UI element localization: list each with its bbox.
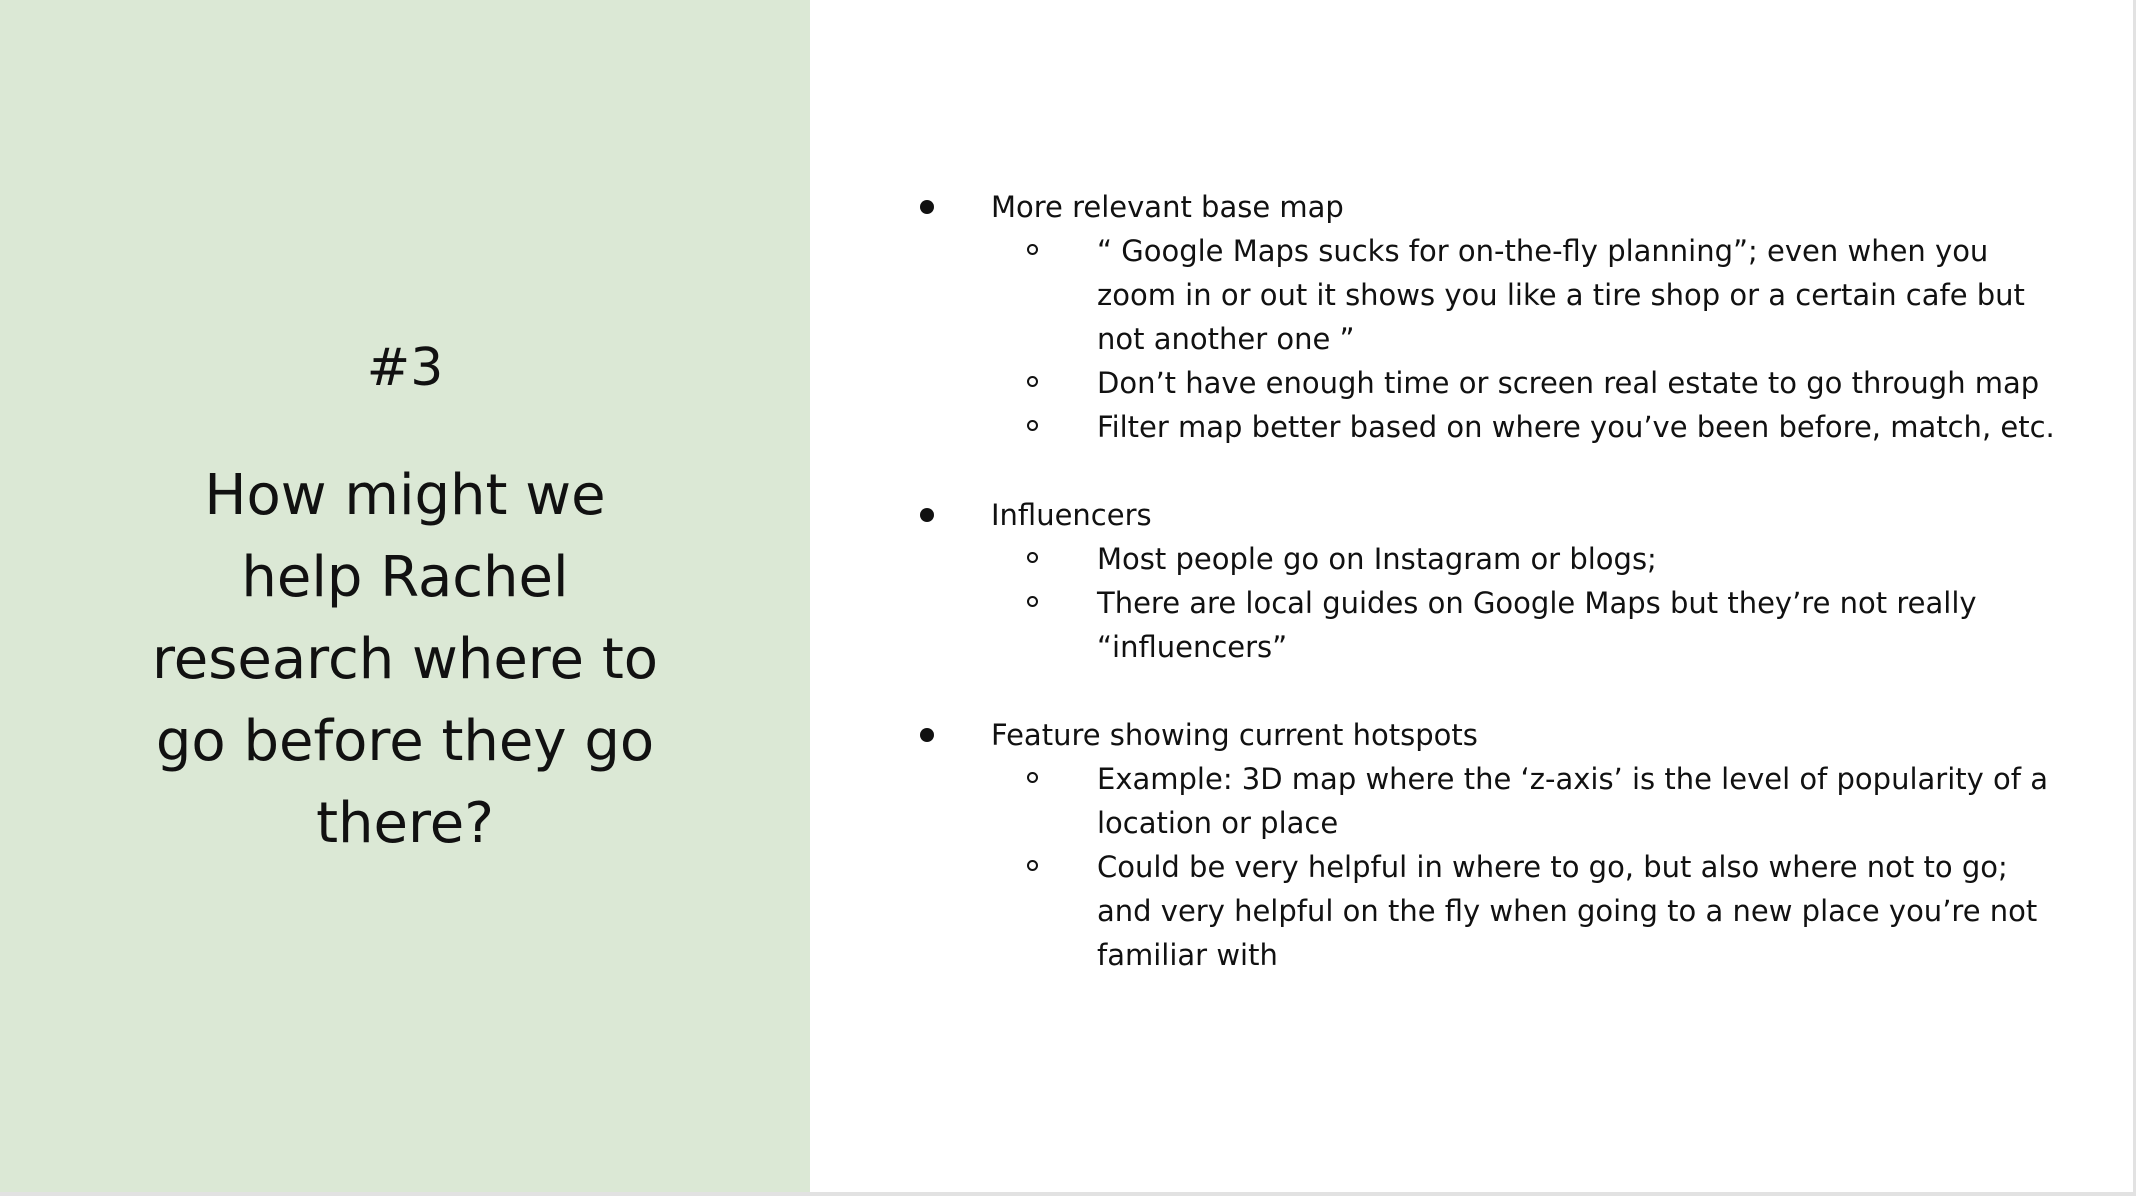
sub-bullet-item bbox=[900, 581, 2060, 669]
bullet-circle-icon bbox=[1027, 244, 1038, 255]
bullet-dot-icon bbox=[920, 200, 934, 214]
sub-bullet-item bbox=[900, 405, 2060, 449]
bullet-dot-icon bbox=[920, 508, 934, 522]
title-panel bbox=[0, 0, 810, 1192]
bullet-dot-icon bbox=[920, 728, 934, 742]
bullet-text: More relevant base map bbox=[991, 190, 1344, 224]
sub-bullet-item bbox=[900, 229, 2060, 361]
bullet-item bbox=[900, 713, 2060, 757]
sub-bullet-item bbox=[900, 757, 2060, 845]
bullet-circle-icon bbox=[1027, 860, 1038, 871]
section-influencers bbox=[900, 493, 2060, 669]
bullet-circle-icon bbox=[1027, 376, 1038, 387]
sub-bullet-text: There are local guides on Google Maps but they’re not really “influencers” bbox=[1097, 586, 1977, 664]
bullet-circle-icon bbox=[1027, 420, 1038, 431]
section-hotspots bbox=[900, 713, 2060, 977]
bullet-item bbox=[900, 493, 2060, 537]
bullet-circle-icon bbox=[1027, 772, 1038, 783]
how-might-we-question: How might we help Rachel research where to go before they go there? bbox=[151, 463, 659, 856]
sub-bullet-item bbox=[900, 537, 2060, 581]
sub-bullet-item bbox=[900, 361, 2060, 405]
bullet-circle-icon bbox=[1027, 596, 1038, 607]
bullet-text: Influencers bbox=[991, 498, 1152, 532]
bullet-item bbox=[900, 185, 2060, 229]
sub-bullet-item bbox=[900, 845, 2060, 977]
sub-bullet-text: “ Google Maps sucks for on-the-fly planning”; even when you zoom in or out it shows you like a tire shop or a certain cafe but not another one ” bbox=[1097, 234, 2025, 356]
section-base-map bbox=[900, 185, 2060, 449]
sub-bullet-text: Could be very helpful in where to go, but also where not to go; and very helpful on the fly when going to a new place you’re not familiar with bbox=[1097, 850, 2038, 972]
sub-bullet-text: Example: 3D map where the ‘z-axis’ is the level of popularity of a location or place bbox=[1097, 762, 2048, 840]
bullet-circle-icon bbox=[1027, 552, 1038, 563]
slide-number: #3 bbox=[366, 338, 444, 398]
sub-bullet-text: Filter map better based on where you’ve been before, match, etc. bbox=[1097, 410, 2055, 444]
sub-bullet-text: Most people go on Instagram or blogs; bbox=[1097, 542, 1657, 576]
bullet-text: Feature showing current hotspots bbox=[991, 718, 1478, 752]
notes-list bbox=[900, 185, 2060, 1021]
sub-bullet-text: Don’t have enough time or screen real estate to go through map bbox=[1097, 366, 2040, 400]
